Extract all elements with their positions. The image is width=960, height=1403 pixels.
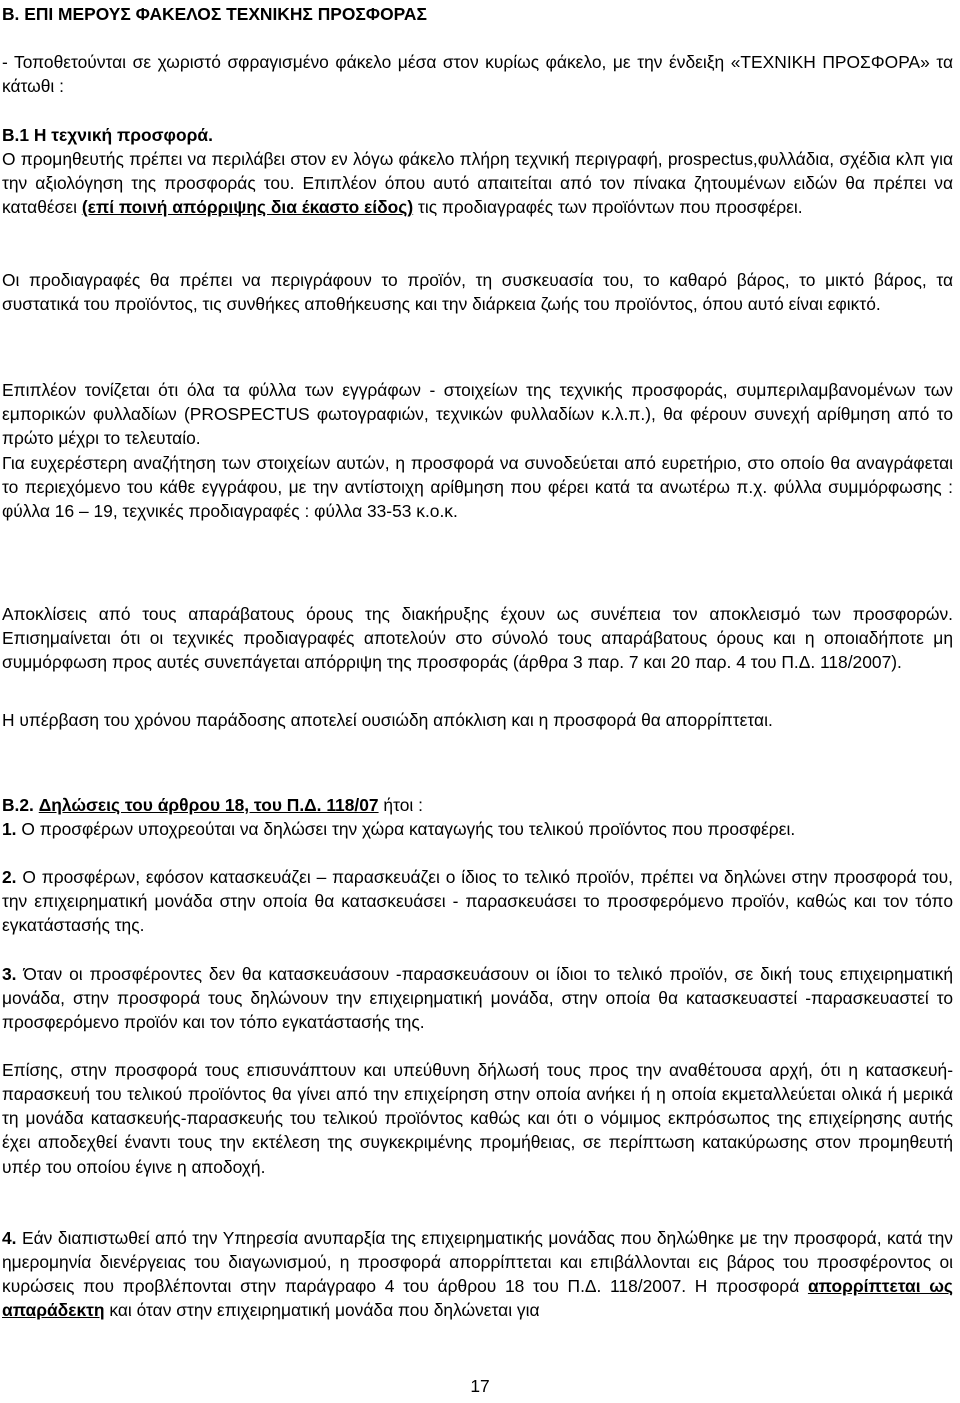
b1-paragraph-4: Για ευχερέστερη αναζήτηση των στοιχείων αυτών, η προσφορά να συνοδεύεται από ευρετήριο, στο οποίο θα αναγράφεται το περιεχόμενο του κάθε εγγράφου, με την αντίστοιχη αρίθμηση που φέρει κατά τα ανωτέρω π.χ. φύλλα συμμόρφωσης : φύλλα 16 – 19, τεχνικές προδιαγραφές : φύλλα 33-53 κ.ο.κ. [2, 453, 953, 522]
section-heading: Β. ΕΠΙ ΜΕΡΟΥΣ ΦΑΚΕΛΟΣ ΤΕΧΝΙΚΗΣ ΠΡΟΣΦΟΡΑΣ [2, 4, 427, 24]
subsection-b2-title: Β.2. Δηλώσεις του άρθρου 18, του Π.Δ. 118/07 ήτοι : [2, 795, 423, 815]
b1-paragraph-5: Αποκλίσεις από τους απαράβατους όρους της διακήρυξης έχουν ως συνέπεια τον αποκλεισμό των προσφορών. Επισημαίνεται ότι οι τεχνικές προδιαγραφές αποτελούν στο σύνολό τους απαράβατους όρους και η οποιαδήποτε μη συμμόρφωση προς αυτές συνεπάγεται απόρριψη της προσφοράς (άρθρα 3 παρ. 7 και 20 παρ. 4 του Π.Δ. 118/2007). [2, 604, 953, 673]
b1-paragraph-6: Η υπέρβαση του χρόνου παράδοσης αποτελεί ουσιώδη απόκλιση και η προσφορά θα απορρίπτεται. [2, 710, 773, 730]
b1-paragraph-1: Ο προμηθευτής πρέπει να περιλάβει στον εν λόγω φάκελο πλήρη τεχνική περιγραφή, prospectus,φυλλάδια, σχέδια κλπ για την αξιολόγηση της προσφοράς του. Επιπλέον όπου αυτό απαιτείται από τον πίνακα ζητουμένων ειδών θα πρέπει να καταθέσει (επί ποινή απόρριψης δια έκαστο είδος) τις προδιαγραφές των προϊόντων που προσφέρει. [2, 149, 953, 218]
b2-item-1: 1. Ο προσφέρων υποχρεούται να δηλώσει την χώρα καταγωγής του τελικού προϊόντος που προσφέρει. [2, 819, 796, 839]
b1-paragraph-2: Οι προδιαγραφές θα πρέπει να περιγράφουν το προϊόν, τη συσκευασία του, το καθαρό βάρος, το μικτό βάρος, τα συστατικά του προϊόντος, τις συνθήκες αποθήκευσης και την διάρκεια ζωής του προϊόντος, όπου αυτό είναι εφικτό. [2, 270, 953, 315]
b2-item-3: 3. Όταν οι προσφέροντες δεν θα κατασκευάσουν -παρασκευάσουν οι ίδιοι το τελικό προϊόν, σε δική τους επιχειρηματική μονάδα, στην προσφορά τους δηλώνουν την επιχειρηματική μονάδα, στην οποία θα κατασκευαστεί -παρασκευαστεί το προσφερόμενο προϊόν και τον τόπο εγκατάστασής της. [2, 964, 953, 1033]
page-number: 17 [470, 1376, 490, 1396]
subsection-b1-title: Β.1 Η τεχνική προσφορά. [2, 125, 213, 145]
emphasis-rejected: απορρίπτεται ως απαράδεκτη [2, 1276, 953, 1321]
intro-paragraph: - Τοποθετούνται σε χωριστό σφραγισμένο φάκελο μέσα στον κυρίως φάκελο, με την ένδειξη «ΤΕΧΝΙΚΗ ΠΡΟΣΦΟΡΑ» τα κάτωθι : [2, 52, 953, 97]
b2-paragraph-also: Επίσης, στην προσφορά τους επισυνάπτουν και υπεύθυνη δήλωσή τους προς την αναθέτουσα αρχή, ότι η κατασκευή-παρασκευή του τελικού προϊόντος θα γίνει από την επιχείρηση στην οποία ανήκει ή η οποία εκμεταλλεύεται ολικά ή μερικά τη μονάδα κατασκευής-παρασκευής του τελικού προϊόντος καθώς και ότι ο νόμιμος εκπρόσωπος της επιχείρησης αυτής έχει αποδεχθεί έναντι τους την εκτέλεση της συγκεκριμένης προμήθειας, σε περίπτωση κατακύρωσης στον προμηθευτή υπέρ του οποίου έγινε η αποδοχή. [2, 1060, 953, 1177]
b2-item-2: 2. Ο προσφέρων, εφόσον κατασκευάζει – παρασκευάζει ο ίδιος το τελικό προϊόν, πρέπει να δηλώνει στην προσφορά του, την επιχειρηματική μονάδα στην οποία θα κατασκευάσει - παρασκευάσει το προσφερόμενο προϊόν, καθώς και τον τόπο εγκατάστασής της. [2, 867, 953, 936]
b1-paragraph-3: Επιπλέον τονίζεται ότι όλα τα φύλλα των εγγράφων - στοιχείων της τεχνικής προσφοράς, συμπεριλαμβανομένων των εμπορικών φυλλαδίων (PROSPECTUS φωτογραφιών, τεχνικών φυλλαδίων κ.λ.π.), θα φέρουν συνεχή αρίθμηση από το πρώτο μέχρι το τελευταίο. [2, 380, 953, 449]
emphasis-penalty: (επί ποινή απόρριψης δια έκαστο είδος) [81, 197, 414, 218]
b2-item-4: 4. Εάν διαπιστωθεί από την Υπηρεσία ανυπαρξία της επιχειρηματικής μονάδας που δηλώθηκε με την προσφορά, κατά την ημερομηνία διενέργειας του διαγωνισμού, η προσφορά απορρίπτεται και επιβάλλονται εις βάρος του προσφέροντος οι κυρώσεις που προβλέπονται στην παράγραφο 4 του άρθρου 18 του Π.Δ. 118/2007. Η προσφορά απορρίπτεται ως απαράδεκτη και όταν στην επιχειρηματική μονάδα που δηλώνεται για [2, 1228, 953, 1321]
